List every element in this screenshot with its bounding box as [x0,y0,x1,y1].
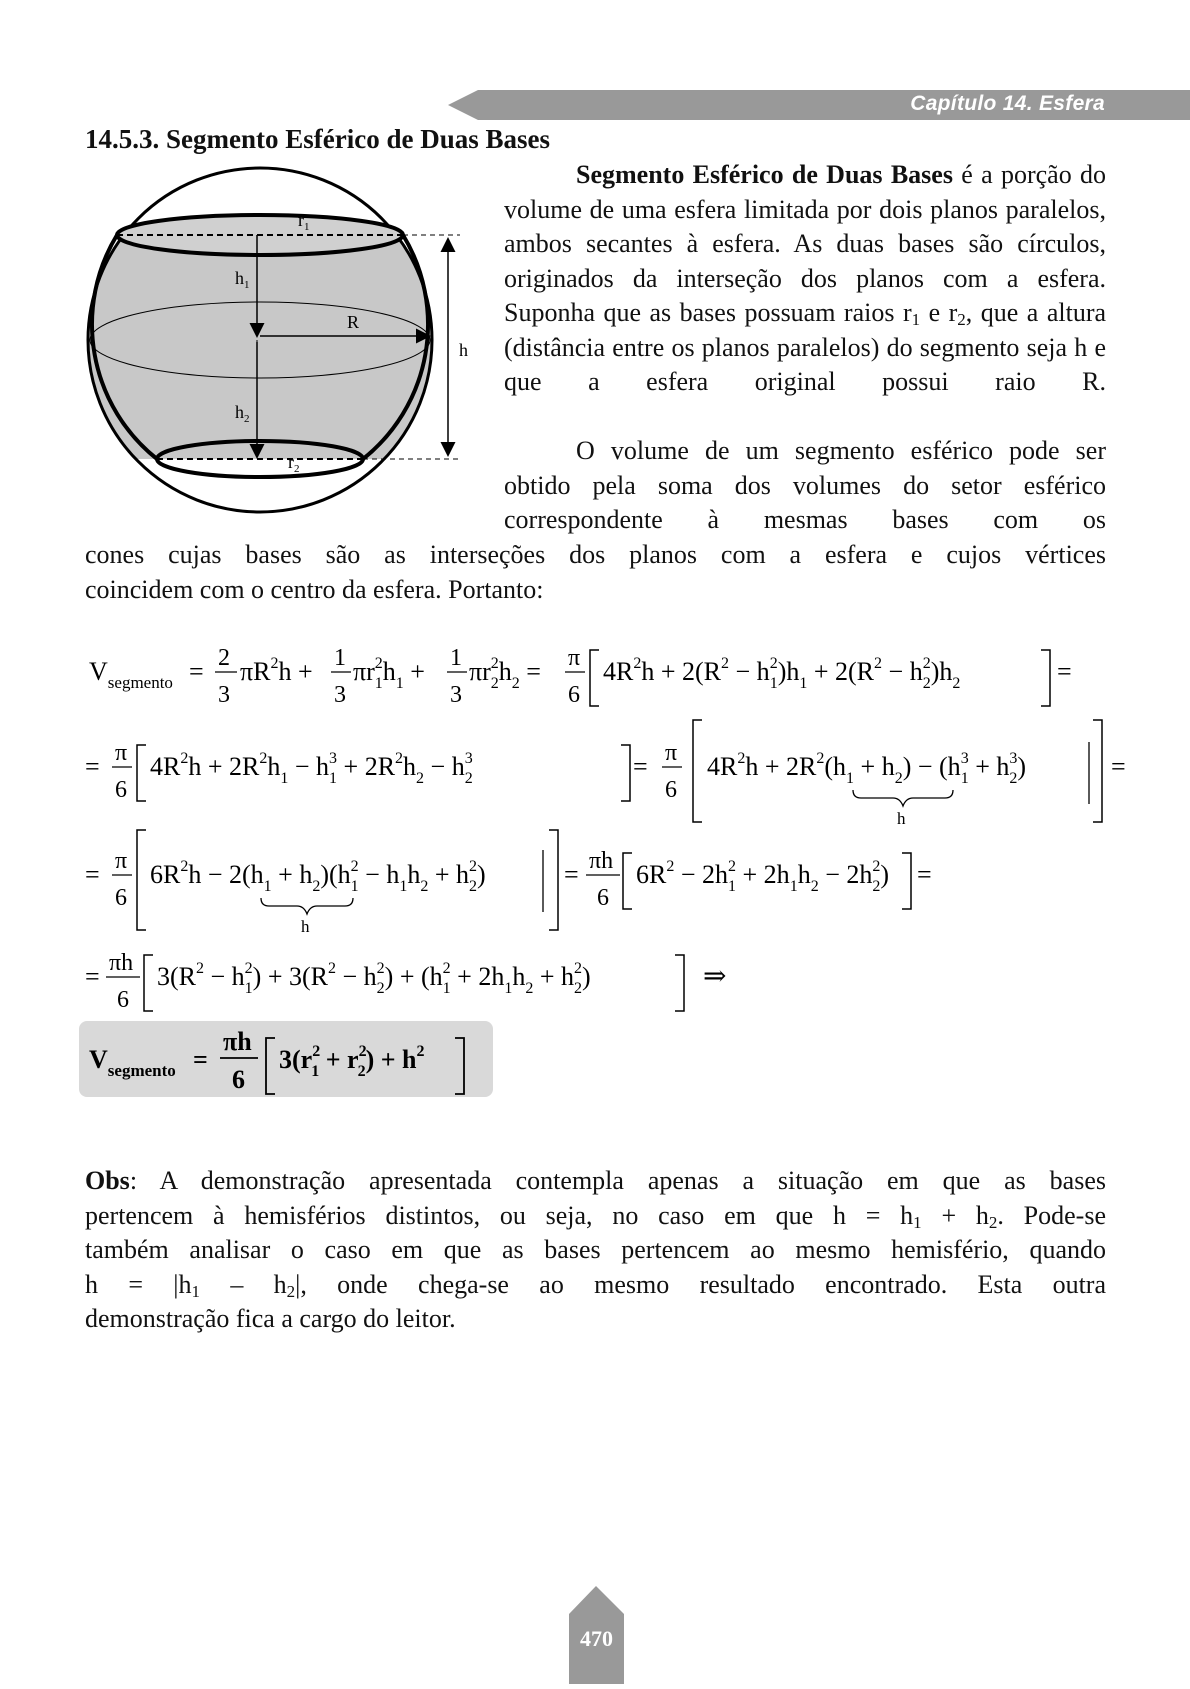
definition-text-c: , que a altura (distância entre os planos paralelos) do segmento seja h e que a esfera original possui raio R. [504,298,1107,396]
svg-text:=: = [564,860,579,889]
label-h: h [459,340,468,360]
svg-text:π: π [115,740,128,766]
sphere-segment-figure [80,160,480,520]
svg-text:=: = [85,752,100,781]
volume-text-line1: cones cujas bases são as interseções dos planos com a esfera e cujos vértices [85,540,1106,569]
volume-derivation [85,630,1126,1094]
implies-symbol: ⇒ [703,961,727,992]
svg-text:6: 6 [115,885,127,911]
obs-line-3: também analisar o caso em que as bases pertencem ao mesmo hemisfério, quando [85,1235,1106,1264]
svg-text:3(r21 + r22) + h2: $3(r^2$ $1 + r^2$ $2) + h^2$ [279,1043,425,1080]
observation-paragraph [85,1164,1106,1337]
label-h1: $h_1$ [235,268,250,291]
svg-text:1: 1 [334,645,346,671]
svg-text:=: = [85,962,100,991]
definition-text-b: e r [920,298,958,327]
svg-text:πh: πh [109,950,134,976]
definition-paragraph [504,158,1106,400]
svg-text:2: 2 [218,645,230,671]
svg-text:3: 3 [218,682,230,708]
obs-line-1: Obs: A demonstração apresentada contempla apenas a situação em que as bases [85,1166,1106,1195]
obs-line-5: demonstração fica a cargo do leitor. [85,1304,456,1333]
svg-text:4R2h + 2R2h1 − h31 + 2R2h2 − h: $4R^2h + 2R^2h_1 - h^3$ $1 + 2R^2h_2 - h^3$ 2 [150,750,473,787]
svg-text:=: = [193,1045,208,1074]
obs-line-4: $h = |h_1 - h_2|$, onde chega-se ao mesmo resultado encontrado. Esta outra [85,1269,1107,1301]
svg-text:6: 6 [597,885,609,911]
svg-text:6: 6 [232,1065,245,1094]
definition-text-a: é a porção do volume de uma esfera limitada por dois planos paralelos, ambos secantes à esfera. As duas bases são círculos, originados da interseção dos planos com a esfera. Suponha que as bases possuam raios r [504,160,1106,327]
underbrace-label-2: h [301,917,310,936]
equation-line-2 [85,720,1126,828]
svg-text:=: = [1057,657,1072,686]
label-r2: $r_2$ [288,452,300,475]
underbrace-label-1: h [897,809,906,828]
svg-text:=: = [189,657,204,686]
volume-paragraph-start: O volume de um segmento esférico pode ser obtido pela soma dos volumes do setor esférico correspondente à mesmas bases com os [504,436,1106,534]
svg-text:=: = [633,752,648,781]
svg-text:3: 3 [334,682,346,708]
svg-text:=: = [85,860,100,889]
svg-text:πh: πh [223,1027,252,1056]
label-R: R [347,312,360,332]
equation-line-1 [89,645,1072,708]
section-title: 14.5.3. Segmento Esférico de Duas Bases [85,124,550,154]
obs-label: Obs [85,1166,130,1195]
page-number: 470 [580,1626,613,1651]
sub-1: 1 [911,310,921,329]
svg-text:πr21h1 +: $\pi r^2$ $1h_1$ + [353,655,425,692]
svg-text:Vsegmento: $V_{segmento}$ [89,1045,176,1080]
svg-text:6: 6 [115,777,127,803]
svg-text:3(R2 − h21) + 3(R2 − h22) + (h: $3(R^2 - h^2$ $1) + 3(R^2 - h^2$ $2) + (h^2$ $1 + 2h_1h_2 + h^2$ 2) [157,960,591,997]
page-number-tab [569,1586,624,1684]
label-h2: $h_2$ [235,402,250,425]
svg-text:π: π [568,645,581,671]
svg-text:6R2h − 2(h1 + h2)(h21 − h1h2 +: $6R^2h - 2(h_1 + h_2)(h^2$ $1 - h_1h_2 + h^2$ 2) [150,858,486,895]
equation-line-3 [85,830,932,936]
svg-text:6: 6 [568,682,580,708]
equation-line-4 [85,950,726,1013]
definition-term: Segmento Esférico de Duas Bases [576,160,953,189]
svg-text:1: 1 [450,645,462,671]
svg-text:=: = [1111,752,1126,781]
obs-line-2: pertencem à hemisférios distintos, ou seja, no caso em que $h = h_1 + h_2$. Pode-se [85,1200,1107,1232]
svg-text:6: 6 [665,777,677,803]
svg-text:3: 3 [450,682,462,708]
label-r1: $r_1$ [298,210,310,233]
chapter-banner [448,90,1190,120]
volume-paragraph-end [85,538,1106,607]
svg-text:6R2 − 2h21 + 2h1h2 − 2h22): $6R^2 - 2h^2$ $1 + 2h_1h_2 - 2h^2$ 2) [636,858,890,895]
svg-text:4R2h + 2R2(h1 + h2) − (h31 + h: $4R^2h + 2R^2(h_1 + h_2) - (h^3$ $1 + h^3$ 2) [707,750,1027,787]
svg-text:=: = [917,860,932,889]
final-formula [89,1027,464,1094]
svg-text:6: 6 [117,987,129,1013]
sub-2: 2 [957,310,966,329]
svg-text:Vsegmento: $V_{segmento}$ [89,657,173,692]
svg-text:π: π [115,848,128,874]
svg-text:4R2h + 2(R2 − h21)h1 + 2(R2 −: $4R^2h + 2(R^2 - h^2$ $1)h_1 + 2(R^2 - h^2$ $2)h_2$ [603,655,961,692]
chapter-label: Capítulo 14. Esfera [910,92,1105,115]
svg-text:πh: πh [589,848,614,874]
svg-text:πr22h2 =: $\pi r^2$ $2h_2$ = [469,655,541,692]
svg-text:πR2h +: $\pi R^2h$ + [240,655,313,686]
volume-text-line2: coincidem com o centro da esfera. Portanto: [85,574,544,604]
svg-text:π: π [665,740,678,766]
